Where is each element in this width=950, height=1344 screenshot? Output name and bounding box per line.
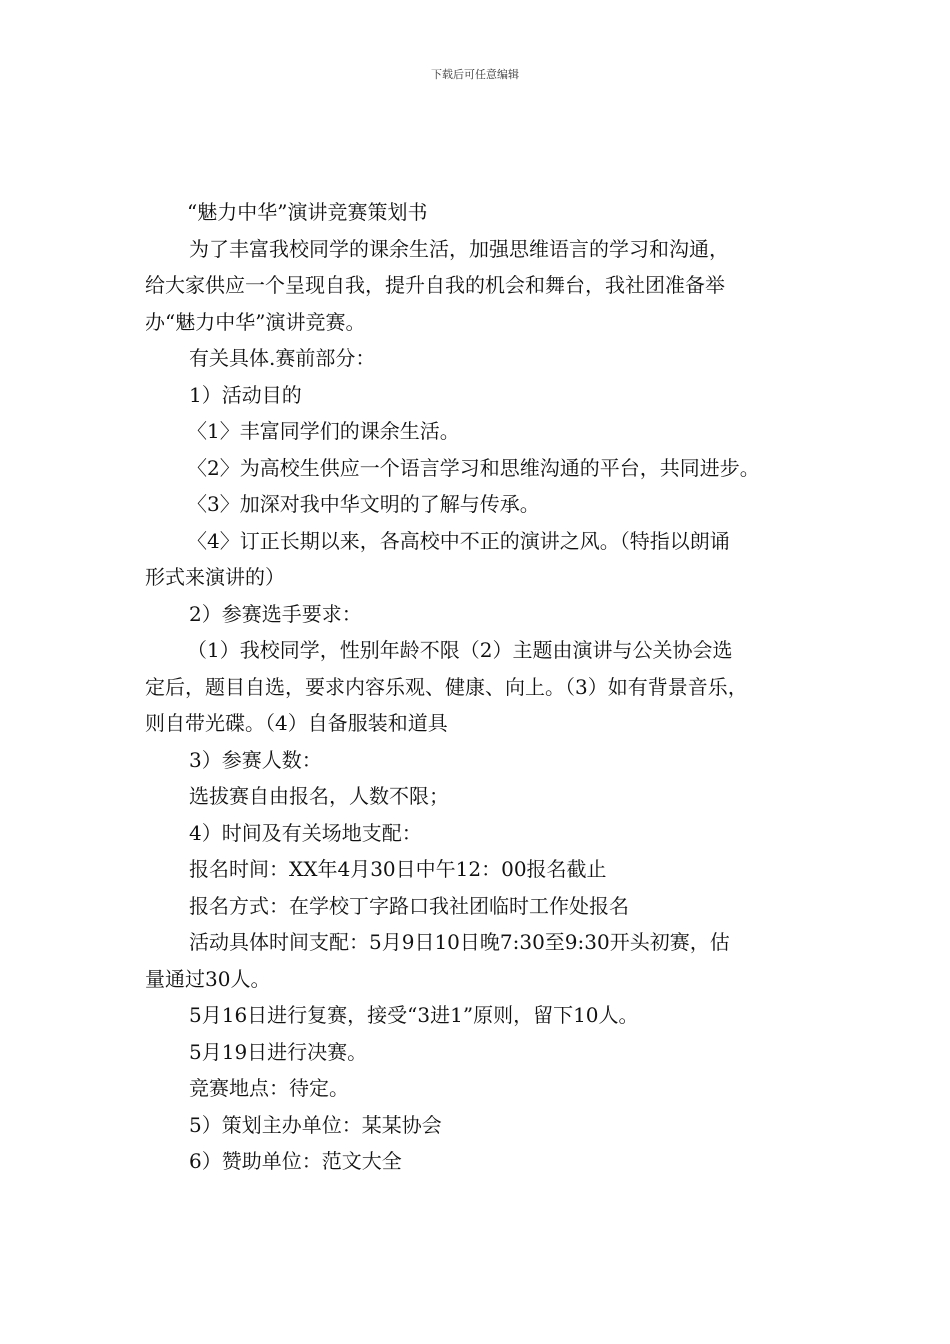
section-1-item-2: 〈2〉为高校生供应一个语言学习和思维沟通的平台，共同进步。 bbox=[187, 455, 760, 480]
registration-time: 报名时间：XX年4月30日中午12：00报名截止 bbox=[189, 857, 607, 881]
intro-line-1: 为了丰富我校同学的课余生活，加强思维语言的学习和沟通， bbox=[189, 236, 729, 261]
section-1-heading: 1）活动目的 bbox=[189, 382, 302, 407]
section-3-body: 选拔赛自由报名，人数不限； bbox=[189, 784, 449, 808]
registration-method: 报名方式：在学校丁字路口我社团临时工作处报名 bbox=[189, 893, 629, 918]
section-2-line-3: 则自带光碟。（4）自备服装和道具 bbox=[145, 711, 448, 735]
intro-line-3: 办“魅力中华”演讲竞赛。 bbox=[145, 309, 366, 334]
document-title: “魅力中华”演讲竞赛策划书 bbox=[187, 200, 428, 224]
venue-line: 竞赛地点：待定。 bbox=[189, 1076, 349, 1100]
section-1-item-3: 〈3〉加深对我中华文明的了解与传承。 bbox=[187, 492, 540, 516]
section-2-line-2: 定后，题目自选，要求内容乐观、健康、向上。（3）如有背景音乐， bbox=[145, 674, 748, 699]
section-2-line-1: （1）我校同学，性别年龄不限（2）主题由演讲与公关协会选 bbox=[187, 638, 733, 662]
section-1-item-1: 〈1〉丰富同学们的课余生活。 bbox=[187, 419, 460, 443]
document-body bbox=[145, 194, 810, 1180]
final-line: 5月19日进行决赛。 bbox=[189, 1039, 368, 1064]
intro-line-2: 给大家供应一个呈现自我，提升自我的机会和舞台，我社团准备举 bbox=[145, 273, 725, 297]
section-6-sponsor: 6）赞助单位：范文大全 bbox=[189, 1149, 402, 1173]
schedule-line-2: 量通过30人。 bbox=[145, 966, 271, 991]
semifinal-line: 5月16日进行复赛，接受“3进1”原则，留下10人。 bbox=[189, 1003, 639, 1027]
section-5-organizer: 5）策划主办单位：某某协会 bbox=[189, 1112, 442, 1137]
section-1-item-4-line-2: 形式来演讲的） bbox=[145, 565, 285, 589]
section-2-heading: 2）参赛选手要求： bbox=[189, 601, 362, 626]
schedule-line-1: 活动具体时间支配：5月9日10日晚7:30至9:30开头初赛，估 bbox=[189, 930, 730, 954]
section-3-heading: 3）参赛人数： bbox=[189, 747, 322, 772]
section-4-heading: 4）时间及有关场地支配： bbox=[189, 820, 422, 845]
section-1-item-4-line-1: 〈4〉订正长期以来，各高校中不正的演讲之风。（特指以朗诵 bbox=[187, 528, 730, 553]
section-intro: 有关具体.赛前部分： bbox=[189, 346, 376, 370]
page-header: 下载后可任意编辑 bbox=[431, 68, 519, 81]
